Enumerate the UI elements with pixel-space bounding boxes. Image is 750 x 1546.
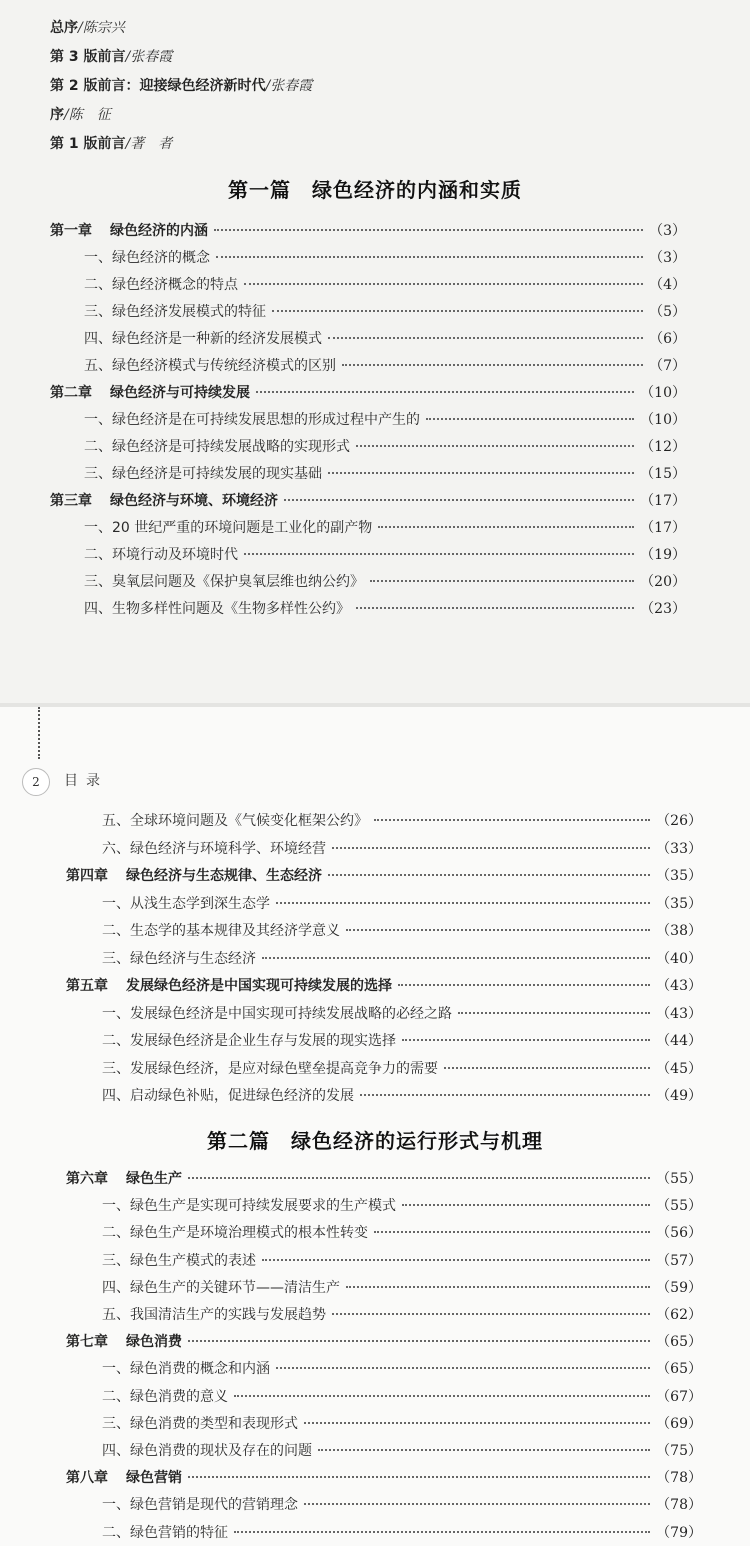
section-title: 一、从浅生态学到深生态学 bbox=[102, 895, 270, 912]
page-number: （67） bbox=[656, 1388, 702, 1405]
section-title: 一、绿色经济是在可持续发展思想的形成过程中产生的 bbox=[84, 412, 420, 428]
chapter-title: 绿色营销 bbox=[126, 1470, 182, 1487]
chapter-number: 第一章 bbox=[50, 223, 92, 239]
toc-chapter-entry[interactable] bbox=[66, 1465, 702, 1491]
page-number: （5） bbox=[649, 304, 686, 320]
dot-leader bbox=[378, 526, 634, 528]
toc-chapter-entry[interactable] bbox=[50, 488, 686, 514]
toc-section-entry[interactable] bbox=[102, 1001, 702, 1027]
dot-leader bbox=[402, 1039, 650, 1041]
dot-leader bbox=[276, 1367, 650, 1369]
chapter-number: 第五章 bbox=[66, 978, 108, 994]
section-title: 一、绿色生产是实现可持续发展要求的生产模式 bbox=[102, 1198, 396, 1215]
chapter-number: 第四章 bbox=[66, 868, 108, 884]
dot-leader bbox=[374, 819, 650, 821]
chapter-title: 发展绿色经济是中国实现可持续发展的选择 bbox=[126, 978, 392, 994]
dot-leader bbox=[346, 1286, 650, 1288]
toc-section-entry[interactable] bbox=[84, 542, 686, 568]
toc-section-entry[interactable] bbox=[84, 326, 686, 352]
dot-leader bbox=[276, 902, 650, 904]
section-title: 四、绿色经济是一种新的经济发展模式 bbox=[84, 331, 322, 347]
dot-leader bbox=[332, 847, 650, 849]
front-matter-item[interactable] bbox=[50, 72, 730, 101]
page-number: （49） bbox=[656, 1088, 702, 1104]
dot-leader bbox=[262, 957, 650, 959]
page-number: （33） bbox=[656, 840, 702, 857]
section-title: 五、我国清洁生产的实践与发展趋势 bbox=[102, 1307, 326, 1323]
dot-leader bbox=[234, 1395, 650, 1397]
page-header-label: 目录 bbox=[64, 773, 108, 789]
front-matter-author: /陈 征 bbox=[64, 107, 111, 123]
chapter-number: 第八章 bbox=[66, 1470, 108, 1487]
section-title: 四、绿色生产的关键环节——清洁生产 bbox=[102, 1279, 340, 1296]
dot-leader bbox=[402, 1204, 650, 1206]
toc-section-entry[interactable] bbox=[102, 1193, 702, 1219]
page-number: （6） bbox=[649, 331, 686, 347]
dot-leader bbox=[328, 874, 650, 876]
toc-section-entry[interactable] bbox=[102, 1356, 702, 1382]
dot-leader bbox=[332, 1313, 650, 1315]
section-title: 六、绿色经济与环境科学、环境经营 bbox=[102, 840, 326, 857]
dot-leader bbox=[328, 472, 634, 474]
page-number: （10） bbox=[640, 412, 686, 428]
front-matter-item[interactable] bbox=[50, 101, 730, 130]
section-title: 一、发展绿色经济是中国实现可持续发展战略的必经之路 bbox=[102, 1005, 452, 1022]
toc-section-entry[interactable] bbox=[102, 1220, 702, 1246]
toc-chapter-entry[interactable] bbox=[66, 1329, 702, 1355]
section-title: 一、绿色消费的概念和内涵 bbox=[102, 1361, 270, 1378]
section-title: 一、绿色营销是现代的营销理念 bbox=[102, 1497, 298, 1514]
dot-leader bbox=[234, 1531, 650, 1533]
page-header-dotted-rule bbox=[38, 707, 40, 759]
page-number: （69） bbox=[656, 1415, 702, 1432]
page-number: （62） bbox=[656, 1307, 702, 1323]
chapter-title: 绿色经济与生态规律、生态经济 bbox=[126, 868, 322, 884]
page-number: （79） bbox=[656, 1524, 702, 1541]
page-number: （59） bbox=[656, 1279, 702, 1296]
toc-section-entry[interactable] bbox=[102, 1302, 702, 1328]
dot-leader bbox=[374, 1231, 650, 1233]
page-number: （10） bbox=[640, 385, 686, 401]
front-matter-label: 第 3 版前言 bbox=[50, 49, 126, 65]
section-title: 一、绿色经济的概念 bbox=[84, 250, 210, 266]
dot-leader bbox=[318, 1449, 650, 1451]
chapter-number: 第二章 bbox=[50, 385, 92, 401]
page-number: （78） bbox=[656, 1470, 702, 1487]
dot-leader bbox=[272, 310, 643, 312]
page-number: （55） bbox=[656, 1171, 702, 1187]
section-title: 五、全球环境问题及《气候变化框架公约》 bbox=[102, 813, 368, 829]
page-number: （65） bbox=[656, 1361, 702, 1378]
chapter-title: 绿色消费 bbox=[126, 1334, 182, 1351]
page-number: （65） bbox=[656, 1334, 702, 1351]
chapter-number: 第七章 bbox=[66, 1334, 108, 1351]
dot-leader bbox=[356, 445, 634, 447]
toc-section-entry[interactable] bbox=[102, 918, 702, 944]
page-number: （23） bbox=[640, 601, 686, 617]
dot-leader bbox=[188, 1340, 650, 1342]
section-title: 一、20 世纪严重的环境问题是工业化的副产物 bbox=[84, 520, 373, 536]
dot-leader bbox=[458, 1012, 650, 1014]
dot-leader bbox=[360, 1094, 650, 1096]
section-title: 二、生态学的基本规律及其经济学意义 bbox=[102, 923, 340, 939]
front-matter-label: 序 bbox=[50, 107, 64, 123]
chapter-title: 绿色生产 bbox=[126, 1171, 182, 1187]
page-number: （35） bbox=[656, 895, 702, 912]
front-matter-label: 第 1 版前言 bbox=[50, 136, 126, 152]
page-number: （12） bbox=[640, 439, 686, 455]
front-matter-author: /著 者 bbox=[125, 136, 173, 152]
toc-section-entry[interactable] bbox=[84, 569, 686, 595]
toc-section-entry[interactable] bbox=[84, 353, 686, 379]
dot-leader bbox=[244, 553, 634, 555]
section-title: 四、生物多样性问题及《生物多样性公约》 bbox=[84, 601, 350, 617]
toc-section-entry[interactable] bbox=[84, 461, 686, 487]
page-number: （43） bbox=[656, 1005, 702, 1022]
toc-section-entry[interactable] bbox=[102, 1411, 702, 1437]
page-number: （26） bbox=[656, 813, 702, 829]
section-title: 二、绿色经济是可持续发展战略的实现形式 bbox=[84, 439, 350, 455]
dot-leader bbox=[262, 1259, 650, 1261]
toc-section-entry[interactable] bbox=[102, 836, 702, 862]
toc-section-entry[interactable] bbox=[84, 434, 686, 460]
toc-section-entry[interactable] bbox=[84, 515, 686, 541]
chapter-title: 绿色经济与可持续发展 bbox=[110, 385, 250, 401]
chapter-title: 绿色经济的内涵 bbox=[110, 223, 208, 239]
dot-leader bbox=[444, 1067, 650, 1069]
section-title: 二、环境行动及环境时代 bbox=[84, 547, 238, 563]
page-number: （45） bbox=[656, 1060, 702, 1077]
page-number: （17） bbox=[640, 493, 686, 509]
toc-chapter-entry[interactable] bbox=[66, 973, 702, 999]
front-matter-author: /陈宗兴 bbox=[78, 20, 125, 36]
section-title: 三、发展绿色经济，是应对绿色壁垒提高竞争力的需要 bbox=[102, 1060, 438, 1077]
dot-leader bbox=[214, 229, 643, 231]
toc-page-1 bbox=[0, 0, 750, 703]
section-title: 三、绿色生产模式的表述 bbox=[102, 1252, 256, 1269]
section-title: 二、绿色消费的意义 bbox=[102, 1388, 228, 1405]
dot-leader bbox=[244, 283, 643, 285]
section-title: 二、绿色生产是环境治理模式的根本性转变 bbox=[102, 1225, 368, 1242]
page-number: （20） bbox=[640, 574, 686, 590]
section-title: 三、绿色经济与生态经济 bbox=[102, 950, 256, 967]
front-matter-label: 总序 bbox=[50, 20, 78, 36]
toc-page-2 bbox=[0, 707, 750, 1546]
toc-section-entry[interactable] bbox=[102, 891, 702, 917]
front-matter-item[interactable] bbox=[50, 130, 730, 159]
page-number: （57） bbox=[656, 1252, 702, 1269]
toc-section-entry[interactable] bbox=[102, 808, 702, 834]
front-matter-list bbox=[50, 14, 730, 159]
page-number: （43） bbox=[656, 978, 702, 994]
dot-leader bbox=[426, 418, 634, 420]
toc-section-entry[interactable] bbox=[84, 245, 686, 271]
page-number: （56） bbox=[656, 1225, 702, 1242]
toc-section-entry[interactable] bbox=[102, 1056, 702, 1082]
page-number: （35） bbox=[656, 868, 702, 884]
section-title: 三、绿色经济是可持续发展的现实基础 bbox=[84, 466, 322, 482]
toc-section-entry[interactable] bbox=[84, 272, 686, 298]
toc-chapter-entry[interactable] bbox=[66, 863, 702, 889]
dot-leader bbox=[188, 1177, 650, 1179]
section-title: 三、臭氧层问题及《保护臭氧层维也纳公约》 bbox=[84, 574, 364, 590]
dot-leader bbox=[256, 391, 634, 393]
toc-section-entry[interactable] bbox=[102, 1520, 702, 1546]
front-matter-item[interactable] bbox=[50, 43, 730, 72]
dot-leader bbox=[328, 337, 643, 339]
page-number: （3） bbox=[649, 223, 686, 239]
dot-leader bbox=[216, 256, 643, 258]
dot-leader bbox=[346, 929, 650, 931]
page-number: （55） bbox=[656, 1198, 702, 1215]
toc-section-entry[interactable] bbox=[102, 946, 702, 972]
page-number: （75） bbox=[656, 1443, 702, 1459]
part-2-title: 第二篇 绿色经济的运行形式与机理 bbox=[207, 1129, 543, 1153]
page-number-badge: 2 bbox=[22, 768, 50, 796]
dot-leader bbox=[284, 499, 634, 501]
section-title: 三、绿色经济发展模式的特征 bbox=[84, 304, 266, 320]
page-number: （44） bbox=[656, 1033, 702, 1049]
chapter-number: 第六章 bbox=[66, 1171, 108, 1187]
section-title: 二、绿色营销的特征 bbox=[102, 1524, 228, 1541]
toc-section-entry[interactable] bbox=[84, 299, 686, 325]
toc-section-entry[interactable] bbox=[102, 1248, 702, 1274]
dot-leader bbox=[356, 607, 634, 609]
page-number: （17） bbox=[640, 520, 686, 536]
dot-leader bbox=[398, 984, 650, 986]
toc-section-entry[interactable] bbox=[102, 1275, 702, 1301]
page-number: （15） bbox=[640, 466, 686, 482]
toc-section-entry[interactable] bbox=[102, 1083, 702, 1109]
dot-leader bbox=[304, 1503, 650, 1505]
front-matter-author: /张春霞 bbox=[265, 78, 313, 94]
toc-section-entry[interactable] bbox=[84, 407, 686, 433]
toc-section-entry[interactable] bbox=[102, 1492, 702, 1518]
page-number: （3） bbox=[649, 250, 686, 266]
section-title: 二、发展绿色经济是企业生存与发展的现实选择 bbox=[102, 1033, 396, 1049]
toc-chapter-entry[interactable] bbox=[50, 380, 686, 406]
dot-leader bbox=[370, 580, 634, 582]
dot-leader bbox=[304, 1422, 650, 1424]
toc-section-entry[interactable] bbox=[102, 1384, 702, 1410]
toc-section-entry[interactable] bbox=[84, 596, 686, 622]
front-matter-label: 第 2 版前言：迎接绿色经济新时代 bbox=[50, 78, 266, 94]
page-number: （78） bbox=[656, 1497, 702, 1514]
toc-chapter-entry[interactable] bbox=[66, 1166, 702, 1192]
section-title: 四、绿色消费的现状及存在的问题 bbox=[102, 1443, 312, 1459]
chapter-number: 第三章 bbox=[50, 493, 92, 509]
page-number: （19） bbox=[640, 547, 686, 563]
part-1-title: 第一篇 绿色经济的内涵和实质 bbox=[228, 178, 522, 202]
section-title: 四、启动绿色补贴，促进绿色经济的发展 bbox=[102, 1088, 354, 1104]
chapter-title: 绿色经济与环境、环境经济 bbox=[110, 493, 278, 509]
toc-chapter-entry[interactable] bbox=[50, 218, 686, 244]
dot-leader bbox=[188, 1476, 650, 1478]
page-number: （38） bbox=[656, 923, 702, 939]
toc-section-entry[interactable] bbox=[102, 1438, 702, 1464]
section-title: 二、绿色经济概念的特点 bbox=[84, 277, 238, 293]
page-number: （7） bbox=[649, 358, 686, 374]
page-number: （4） bbox=[649, 277, 686, 293]
front-matter-author: /张春霞 bbox=[125, 49, 173, 65]
section-title: 五、绿色经济模式与传统经济模式的区别 bbox=[84, 358, 336, 374]
dot-leader bbox=[342, 364, 643, 366]
page-number: （40） bbox=[656, 950, 702, 967]
section-title: 三、绿色消费的类型和表现形式 bbox=[102, 1415, 298, 1432]
toc-section-entry[interactable] bbox=[102, 1028, 702, 1054]
front-matter-item[interactable] bbox=[50, 14, 730, 43]
